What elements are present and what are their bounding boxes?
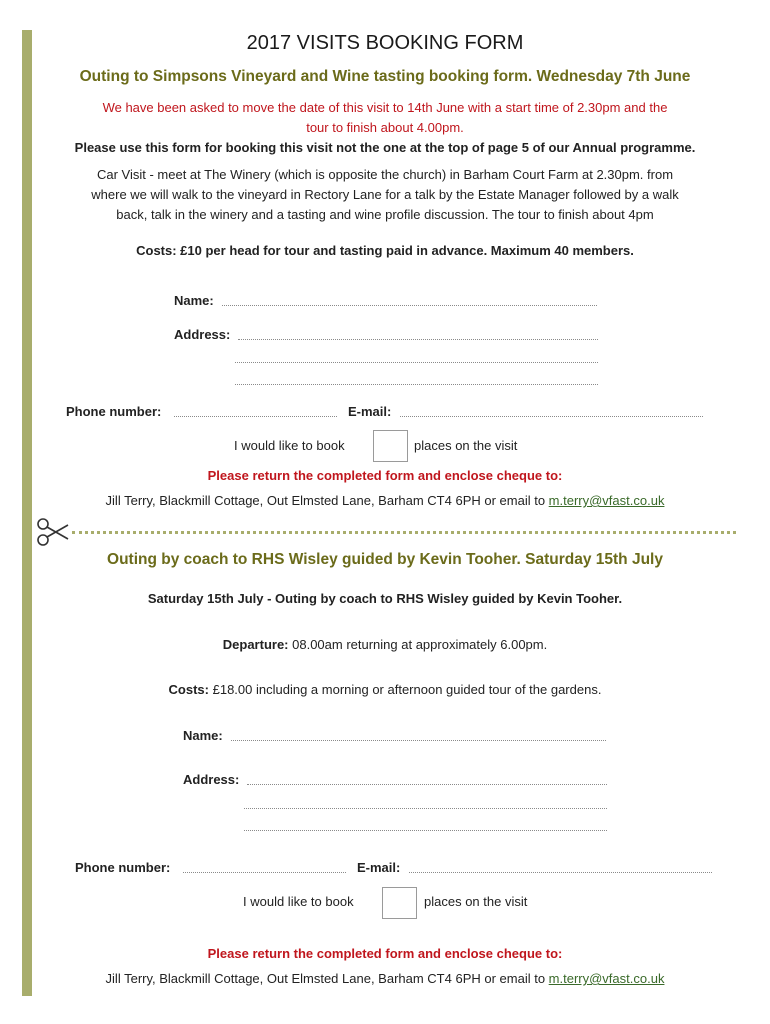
section2-address-label: Address:: [183, 772, 240, 787]
section1-places-input[interactable]: [373, 430, 408, 462]
section1-name-label: Name:: [174, 293, 214, 308]
page-title: 2017 VISITS BOOKING FORM: [246, 32, 524, 54]
section1-email-field[interactable]: [400, 404, 703, 422]
section1-costs: Costs: £10 per head for tour and tasting paid in advance. Maximum 40 members.: [136, 243, 634, 258]
section1-heading: Outing to Simpsons Vineyard and Wine tasting booking form. Wednesday 7th June: [79, 68, 691, 85]
section2-name-label: Name:: [183, 728, 223, 743]
section1-instruction: Please use this form for booking this visit not the one at the top of page 5 of our Annual programme.: [74, 140, 696, 155]
section1-description-line3: back, talk in the winery and a tasting and wine profile discussion. The tour to finish about 4pm: [116, 207, 654, 222]
cut-line-divider: [72, 531, 736, 534]
section2-phone-field[interactable]: [183, 860, 346, 878]
section2-places-input[interactable]: [382, 887, 417, 919]
section1-description-line1: Car Visit - meet at The Winery (which is opposite the church) in Barham Court Farm at 2.30pm. from: [96, 167, 674, 182]
section2-return-address: Jill Terry, Blackmill Cottage, Out Elmsted Lane, Barham CT4 6PH or email to m.terry@vfast.co.uk: [105, 971, 665, 986]
section2-email-label: E-mail:: [357, 860, 401, 875]
section2-book-text-after: places on the visit: [424, 894, 528, 909]
section1-address-field-line2[interactable]: [235, 350, 598, 368]
section2-heading: Outing by coach to RHS Wisley guided by Kevin Tooher. Saturday 15th July: [107, 551, 663, 568]
section1-book-text-after: places on the visit: [414, 438, 518, 453]
section2-address-field-line1[interactable]: [247, 772, 607, 790]
section1-address-field-line3[interactable]: [235, 372, 598, 390]
section2-book-text-before: I would like to book: [243, 894, 354, 909]
section2-return-label: Please return the completed form and enclose cheque to:: [207, 946, 563, 961]
section2-departure: Departure: 08.00am returning at approximately 6.00pm.: [222, 637, 548, 652]
section1-return-address: Jill Terry, Blackmill Cottage, Out Elmsted Lane, Barham CT4 6PH or email to m.terry@vfast.co.uk: [105, 493, 665, 508]
section1-email-link[interactable]: m.terry@vfast.co.uk: [548, 493, 665, 508]
section2-costs: Costs: £18.00 including a morning or afternoon guided tour of the gardens.: [168, 682, 602, 697]
section2-name-field[interactable]: [231, 728, 606, 746]
section1-description-line2: where we will walk to the vineyard in Rectory Lane for a talk by the Estate Manager followed by a walk: [91, 187, 679, 202]
section1-return-label: Please return the completed form and enclose cheque to:: [207, 468, 563, 483]
section1-address-label: Address:: [174, 327, 231, 342]
scissors-icon: [36, 517, 70, 547]
section1-phone-label: Phone number:: [66, 404, 162, 419]
section1-book-text-before: I would like to book: [234, 438, 345, 453]
section1-name-field[interactable]: [222, 293, 597, 311]
section2-email-link[interactable]: m.terry@vfast.co.uk: [548, 971, 665, 986]
section2-subheading: Saturday 15th July - Outing by coach to RHS Wisley guided by Kevin Tooher.: [147, 591, 623, 606]
section2-email-field[interactable]: [409, 860, 712, 878]
section2-address-field-line3[interactable]: [244, 818, 607, 836]
section1-address-field-line1[interactable]: [238, 327, 598, 345]
section1-email-label: E-mail:: [348, 404, 392, 419]
section1-phone-field[interactable]: [174, 404, 337, 422]
section2-address-field-line2[interactable]: [244, 796, 607, 814]
section1-notice-line1: We have been asked to move the date of this visit to 14th June with a start time of 2.30pm and the: [102, 100, 668, 115]
section1-notice-line2: tour to finish about 4.00pm.: [306, 120, 464, 135]
section2-phone-label: Phone number:: [75, 860, 171, 875]
